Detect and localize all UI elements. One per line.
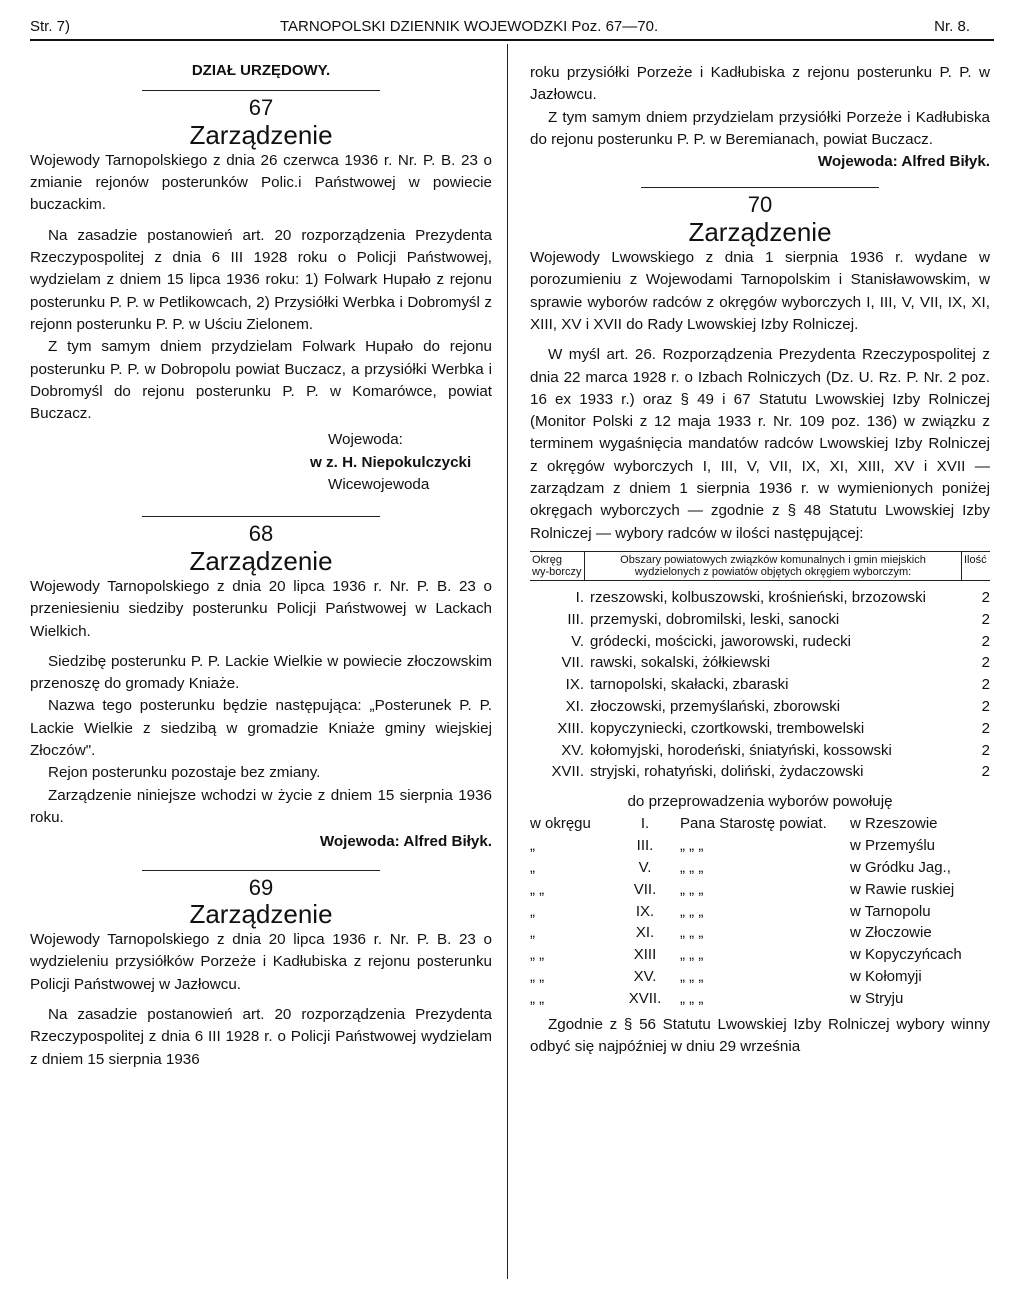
table-row: [530, 631, 990, 653]
appointment-prefix: „: [530, 859, 535, 876]
order-subject: Wojewody Tarnopolskiego z dnia 26 czerwca 1936 r. Nr. P. B. 23 o zmianie rejonów posterunków Polic.i Państwowej w powiecie buczackim.: [30, 151, 492, 214]
district-areas: rawski, sokalski, żółkiewski: [590, 654, 771, 672]
order-68: [30, 523, 492, 853]
appointment-row: [530, 922, 990, 944]
signature: Wojewoda: Alfred Biłyk.: [319, 833, 492, 851]
appointment-official: „ „ „: [680, 946, 704, 964]
district-count: 2: [981, 588, 990, 606]
district-count: 2: [981, 610, 990, 628]
table-header-district: Okręg wy-borczy: [530, 552, 585, 580]
table-row: [530, 761, 990, 783]
appointment-district: XVII.: [628, 989, 662, 1007]
right-column: [530, 44, 990, 1058]
district-number: VII.: [561, 654, 584, 672]
appointment-place: w Tarnopolu: [850, 902, 931, 920]
rule: [142, 870, 380, 871]
paragraph: Nazwa tego posterunku będzie następująca: „Posterunek P. P. Lackie Wielkie z siedzibą w gromadzie Kniaże gminy wiejskiej Złoczów".: [30, 697, 492, 760]
order-number: 69: [248, 874, 274, 900]
paragraph: Siedzibę posterunku P. P. Lackie Wielkie w powiecie złoczowskim przenoszę do gromady Kniaże.: [30, 652, 492, 693]
signature-name: w z. H. Niepokulczycki: [310, 453, 472, 471]
appointment-prefix: „ „: [530, 880, 545, 898]
appointment-official: „ „ „: [680, 967, 704, 985]
order-69: [30, 874, 492, 1071]
order-heading: Zarządzenie: [189, 119, 333, 150]
district-number: XI.: [565, 697, 584, 715]
rule: [142, 516, 380, 517]
appointment-row: [530, 835, 990, 857]
appointment-prefix: „: [530, 837, 535, 855]
appointment-prefix: „ „: [530, 967, 545, 985]
column-divider: [507, 44, 508, 1279]
appointment-place: w Rzeszowie: [850, 815, 938, 833]
appointment-district: III.: [636, 837, 654, 855]
appointment-row: [530, 966, 990, 988]
appointment-district: XV.: [633, 967, 657, 985]
table-row: [530, 652, 990, 674]
paragraph: Zarządzenie niniejsze wchodzi w życie z dniem 15 sierpnia 1936 roku.: [30, 786, 492, 826]
table-row: [530, 674, 990, 696]
order-number: 67: [248, 95, 274, 121]
appointment-district: I.: [640, 815, 650, 833]
paragraph: roku przysiółki Porzeże i Kadłubiska z rejonu posterunku P. P. w Jazłowcu.: [530, 64, 990, 104]
appointment-row: [530, 901, 990, 923]
paragraph: Na zasadzie postanowień art. 20 rozporządzenia Prezydenta Rzeczypospolitej z dnia 6 III 1928 r. o Policji Państwowej wydzielam z dniem 15 sierpnia 1936: [30, 1005, 492, 1068]
journal-title: TARNOPOLSKI DZIENNIK WOJEWODZKI Poz. 67—70.: [280, 18, 659, 35]
appointment-prefix: „ „: [530, 946, 545, 964]
district-count: 2: [981, 676, 990, 694]
order-subject: Wojewody Tarnopolskiego z dnia 20 lipca 1936 r. Nr. P. B. 23 o wydzieleniu przysiółków Porzeże i Kadłubiska z rejonu posterunku Policji Państwowej w Jazłowcu.: [30, 931, 492, 993]
table-row: [530, 587, 990, 609]
district-areas: kopyczyniecki, czortkowski, trembowelski: [590, 719, 865, 737]
paragraph: Z tym samym dniem przydzielam Folwark Hupało do rejonu posterunku P. P. w Dobropolu powiat Buczacz, a przysiółki Werbka i Dobromyśl do rejonu posterunku P. P. w Komarówce, powiat Buczacz.: [30, 338, 492, 423]
district-number: XV.: [561, 741, 584, 759]
table-row: [530, 696, 990, 718]
signature: Wojewoda: Alfred Biłyk.: [817, 153, 990, 171]
section-title: DZIAŁ URZĘDOWY.: [191, 62, 331, 79]
appointment-official: „ „ „: [680, 880, 704, 898]
appointment-official: „ „ „: [680, 924, 704, 942]
table-row: [530, 740, 990, 762]
issue-number: Nr. 8.: [934, 18, 970, 35]
running-header: [30, 8, 994, 40]
order-67: [30, 97, 492, 496]
appointment-official: „ „ „: [680, 837, 704, 855]
appointment-prefix: „: [530, 924, 535, 942]
district-number: I.: [575, 588, 584, 606]
district-count: 2: [981, 719, 990, 737]
appointment-place: w Przemyślu: [850, 837, 936, 855]
district-count: 2: [981, 697, 990, 715]
rule: [142, 90, 380, 91]
district-count: 2: [981, 632, 990, 650]
appointment-prefix: „: [530, 902, 535, 920]
table-header-count: Ilość: [964, 553, 987, 566]
appointment-official: „ „ „: [680, 859, 704, 876]
header-rule: [30, 39, 994, 41]
appointment-prefix: „ „: [530, 989, 545, 1007]
district-areas: przemyski, dobromilski, leski, sanocki: [590, 610, 840, 628]
rule: [641, 187, 879, 188]
table-header-areas: Obszary powiatowych związków komunalnych i gmin miejskich wydzielonych z powiatów objętych okręgiem wyborczym:: [585, 552, 962, 580]
district-number: IX.: [565, 676, 584, 694]
paragraph: Zgodnie z § 56 Statutu Lwowskiej Izby Rolniczej wybory winny odbyć się najpóźniej w dniu 29 września: [530, 1015, 990, 1055]
district-areas: stryjski, rohatyński, doliński, żydaczowski: [590, 763, 864, 781]
appointment-place: w Złoczowie: [850, 924, 932, 942]
districts-table: [530, 587, 990, 783]
appointment-row: [530, 988, 990, 1010]
order-heading: Zarządzenie: [688, 216, 832, 247]
paragraph: W myśl art. 26. Rozporządzenia Prezydenta Rzeczypospolitej z dnia 22 marca 1928 r. o Izbach Rolniczych (Dz. U. Rz. P. Nr. 2 poz. 16 ex 1933 r.) oraz § 49 i 67 Statutu Lwowskiej Izby Rolniczej (Monitor Polski z 12 maja 1933 r. Nr. 109 poz. 136) w związku z terminem wygaśnięcia mandatów radców Lwowskiej Izby Rolniczej z okręgów wyborczych I, III, V, VII, IX, XI, XIII, XV i XVII — zarządzam z dniem 1 sierpnia 1936 r. w wymienionych poniżej okręgach wyborczych — zgodnie z § 48 Statutu Lwowskiej Izby Rolniczej — wybory radców w ilości następującej:: [530, 346, 990, 542]
appointment-district: XI.: [635, 924, 655, 942]
district-areas: rzeszowski, kolbuszowski, krośnieński, brzozowski: [590, 588, 926, 606]
appointment-official: „ „ „: [680, 989, 704, 1007]
district-number: V.: [571, 632, 584, 650]
table-header: [530, 551, 990, 581]
page-number: Str. 7): [30, 18, 71, 35]
appointment-prefix: w okręgu: [530, 815, 591, 833]
table-row: [530, 609, 990, 631]
appointment-row: [530, 944, 990, 966]
appointment-row: [530, 857, 990, 879]
district-number: III.: [567, 610, 584, 628]
district-areas: gródecki, mościcki, jaworowski, rudecki: [590, 632, 851, 650]
appointment-official: Pana Starostę powiat.: [680, 815, 827, 833]
district-count: 2: [981, 763, 990, 781]
order-heading: Zarządzenie: [189, 545, 333, 576]
appointment-place: w Gródku Jag.,: [850, 859, 951, 876]
order-subject: Wojewody Lwowskiego z dnia 1 sierpnia 1936 r. wydane w porozumieniu z Wojewodami Tarnopolskim i Stanisławowskim, w sprawie wyborów radców z okręgów wyborczych I, III, V, VII, IX, XI, XIII, XV i XVII do Rady Lwowskiej Izby Rolniczej.: [530, 249, 990, 333]
district-count: 2: [981, 741, 990, 759]
order-number: 70: [747, 192, 773, 218]
order-subject: Wojewody Tarnopolskiego z dnia 20 lipca 1936 r. Nr. P. B. 23 o przeniesieniu siedziby posterunku Policji Państwowej w Lackach Wielkich.: [30, 577, 492, 640]
paragraph: Na zasadzie postanowień art. 20 rozporządzenia Prezydenta Rzeczypospolitej z dnia 6 III 1928 roku o Policji Państwowej, wydzielam z dniem 15 lipca 1936 roku: 1) Folwark Hupało z rejonu posterunku P. P. w Petlikowcach, 2) Przysiółki Werbka i Dobromyśl z rejonn posterunku P. P. w Uściu Zielonem.: [30, 226, 492, 333]
appointment-district: V.: [638, 859, 652, 876]
table-row: [530, 718, 990, 740]
district-number: XIII.: [557, 719, 584, 737]
district-count: 2: [981, 654, 990, 672]
appointment-row: [530, 879, 990, 901]
order-number: 68: [248, 521, 274, 547]
left-column: [30, 44, 492, 1071]
appointment-place: w Rawie ruskiej: [850, 880, 955, 898]
appointment-district: IX.: [635, 902, 655, 920]
district-areas: złoczowski, przemyślański, zborowski: [590, 697, 841, 715]
signature-title: Wicewojewoda: [328, 476, 430, 494]
appoint-intro: do przeprowadzenia wyborów powołuję: [627, 793, 893, 811]
signature-block: [30, 429, 492, 496]
district-number: XVII.: [551, 763, 584, 781]
order-70: [530, 194, 990, 544]
appointment-row: [530, 813, 990, 835]
appointment-place: w Kołomyji: [850, 967, 922, 985]
appointment-official: „ „ „: [680, 902, 704, 920]
paragraph: Rejon posterunku pozostaje bez zmiany.: [48, 764, 321, 782]
appointment-place: w Kopyczyńcach: [850, 946, 962, 964]
appointment-place: w Stryju: [850, 989, 904, 1007]
signature-role: Wojewoda:: [328, 431, 403, 449]
appointments-table: [530, 813, 990, 1009]
district-areas: tarnopolski, skałacki, zbaraski: [590, 676, 789, 694]
paragraph: Z tym samym dniem przydzielam przysiółki Porzeże i Kadłubiska do rejonu posterunku P. P. w Beremianach, powiat Buczacz.: [530, 108, 990, 148]
order-heading: Zarządzenie: [189, 898, 333, 929]
appointment-district: XIII: [633, 946, 657, 964]
district-areas: kołomyjski, horodeński, śniatyński, kossowski: [590, 741, 892, 759]
appointment-district: VII.: [633, 880, 657, 898]
